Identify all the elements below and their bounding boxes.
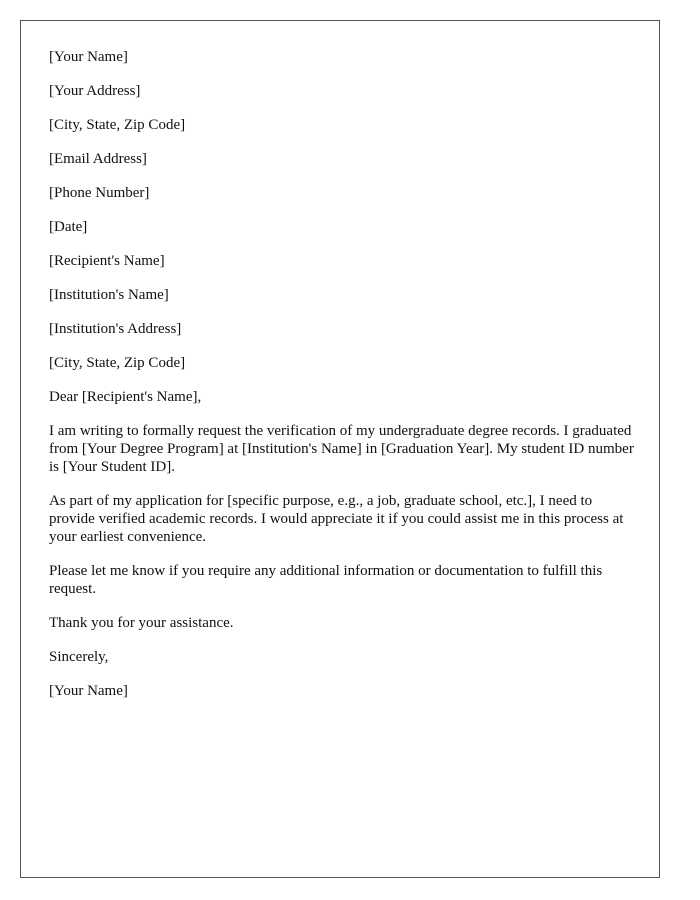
body-paragraph-3: Please let me know if you require any additional information or documentation to fulfill this request. xyxy=(49,563,603,597)
letter-date: [Date] xyxy=(49,219,88,235)
recipient-institution-address: [Institution's Address] xyxy=(49,321,182,337)
letter-body xyxy=(49,48,634,716)
body-paragraph-1: I am writing to formally request the verification of my undergraduate degree records. I graduated from [Your Degree Program] at [Institution's Name] in [Graduation Year]. My student ID number is [Your Student ID]. xyxy=(49,423,634,475)
recipient-city-state-zip: [City, State, Zip Code] xyxy=(49,355,186,371)
signature: [Your Name] xyxy=(49,683,128,699)
letter-page xyxy=(20,20,660,878)
sender-name: [Your Name] xyxy=(49,49,128,65)
sender-city-state-zip: [City, State, Zip Code] xyxy=(49,117,186,133)
body-paragraph-4: Thank you for your assistance. xyxy=(49,615,234,631)
body-paragraph-2: As part of my application for [specific purpose, e.g., a job, graduate school, etc.], I need to provide verified academic records. I would appreciate it if you could assist me in this process at your earliest convenience. xyxy=(49,493,624,545)
sender-phone: [Phone Number] xyxy=(49,185,150,201)
sender-address: [Your Address] xyxy=(49,83,141,99)
salutation: Dear [Recipient's Name], xyxy=(49,389,202,405)
recipient-name: [Recipient's Name] xyxy=(49,253,165,269)
closing: Sincerely, xyxy=(49,649,109,665)
recipient-institution: [Institution's Name] xyxy=(49,287,169,303)
sender-email: [Email Address] xyxy=(49,151,147,167)
